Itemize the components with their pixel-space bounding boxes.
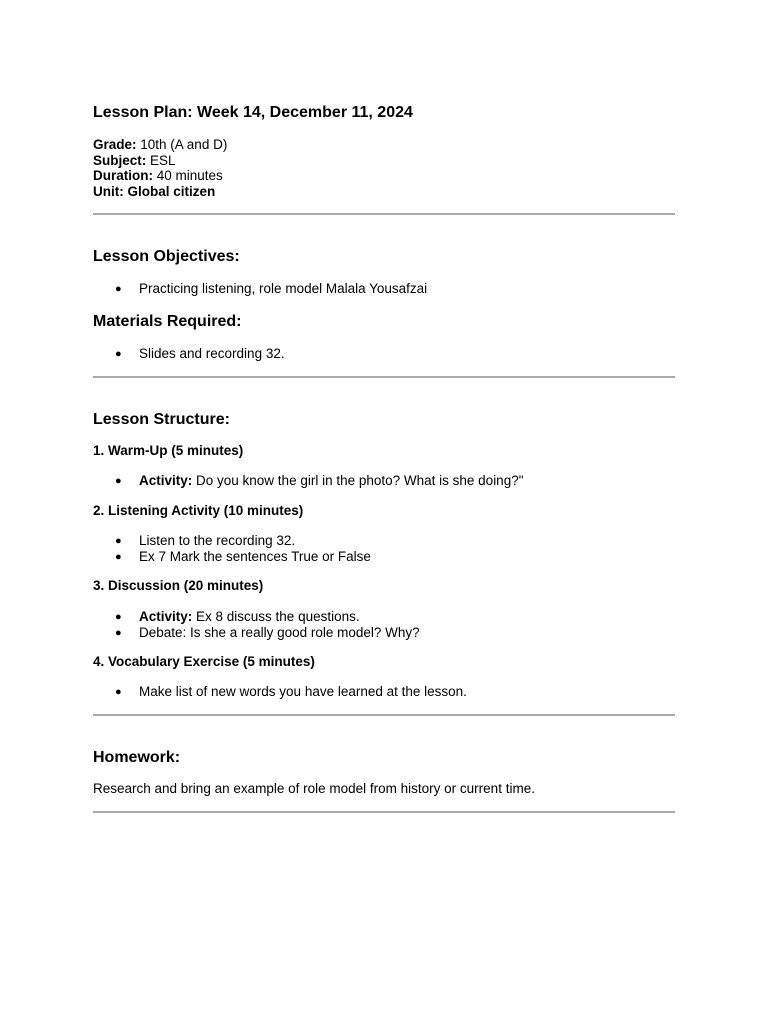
list-item: ● Activity: Do you know the girl in the photo? What is she doing?": [115, 473, 524, 488]
bullet-icon: ●: [115, 475, 122, 487]
bullet-icon: ●: [115, 627, 122, 639]
bullet-icon: ●: [115, 348, 122, 360]
divider: [93, 376, 675, 378]
meta-grade: Grade: 10th (A and D): [93, 137, 228, 152]
bullet-icon: ●: [115, 686, 122, 698]
section-title: 3. Discussion (20 minutes): [93, 578, 264, 593]
page-title: Lesson Plan: Week 14, December 11, 2024: [93, 104, 413, 121]
bullet-icon: ●: [115, 611, 122, 623]
homework-text: Research and bring an example of role model from history or current time.: [93, 781, 535, 796]
structure-heading: Lesson Structure:: [93, 411, 230, 428]
section-title: 2. Listening Activity (10 minutes): [93, 503, 304, 518]
lesson-meta: [93, 137, 227, 199]
bullet-icon: ●: [115, 551, 122, 563]
bullet-icon: ●: [115, 535, 122, 547]
section-title: 1. Warm-Up (5 minutes): [93, 443, 244, 458]
list-item: ● Practicing listening, role model Malala Yousafzai: [115, 281, 428, 296]
divider: [93, 213, 675, 215]
objectives-heading: Lesson Objectives:: [93, 248, 240, 265]
list-item: ● Activity: Ex 8 discuss the questions.: [115, 609, 360, 624]
objectives-list: [93, 281, 427, 297]
list-item: ● Make list of new words you have learned at the lesson.: [115, 684, 467, 699]
list-item: ● Ex 7 Mark the sentences True or False: [115, 549, 371, 564]
materials-list: [93, 346, 285, 362]
bullet-icon: ●: [115, 283, 122, 295]
list-item: ● Slides and recording 32.: [115, 346, 285, 361]
section-list: [93, 533, 371, 565]
divider: [93, 811, 675, 813]
list-item: ● Debate: Is she a really good role model? Why?: [115, 625, 420, 640]
list-item: ● Listen to the recording 32.: [115, 533, 296, 548]
section-list: [93, 473, 524, 489]
section-list: [93, 684, 467, 700]
meta-subject: Subject: ESL: [93, 152, 176, 168]
homework-heading: Homework:: [93, 749, 181, 766]
meta-duration: Duration: 40 minutes: [93, 168, 223, 183]
meta-unit: Unit: Global citizen: [93, 183, 216, 199]
section-list: [93, 609, 420, 641]
section-title: 4. Vocabulary Exercise (5 minutes): [93, 654, 315, 669]
divider: [93, 714, 675, 716]
materials-heading: Materials Required:: [93, 313, 242, 330]
